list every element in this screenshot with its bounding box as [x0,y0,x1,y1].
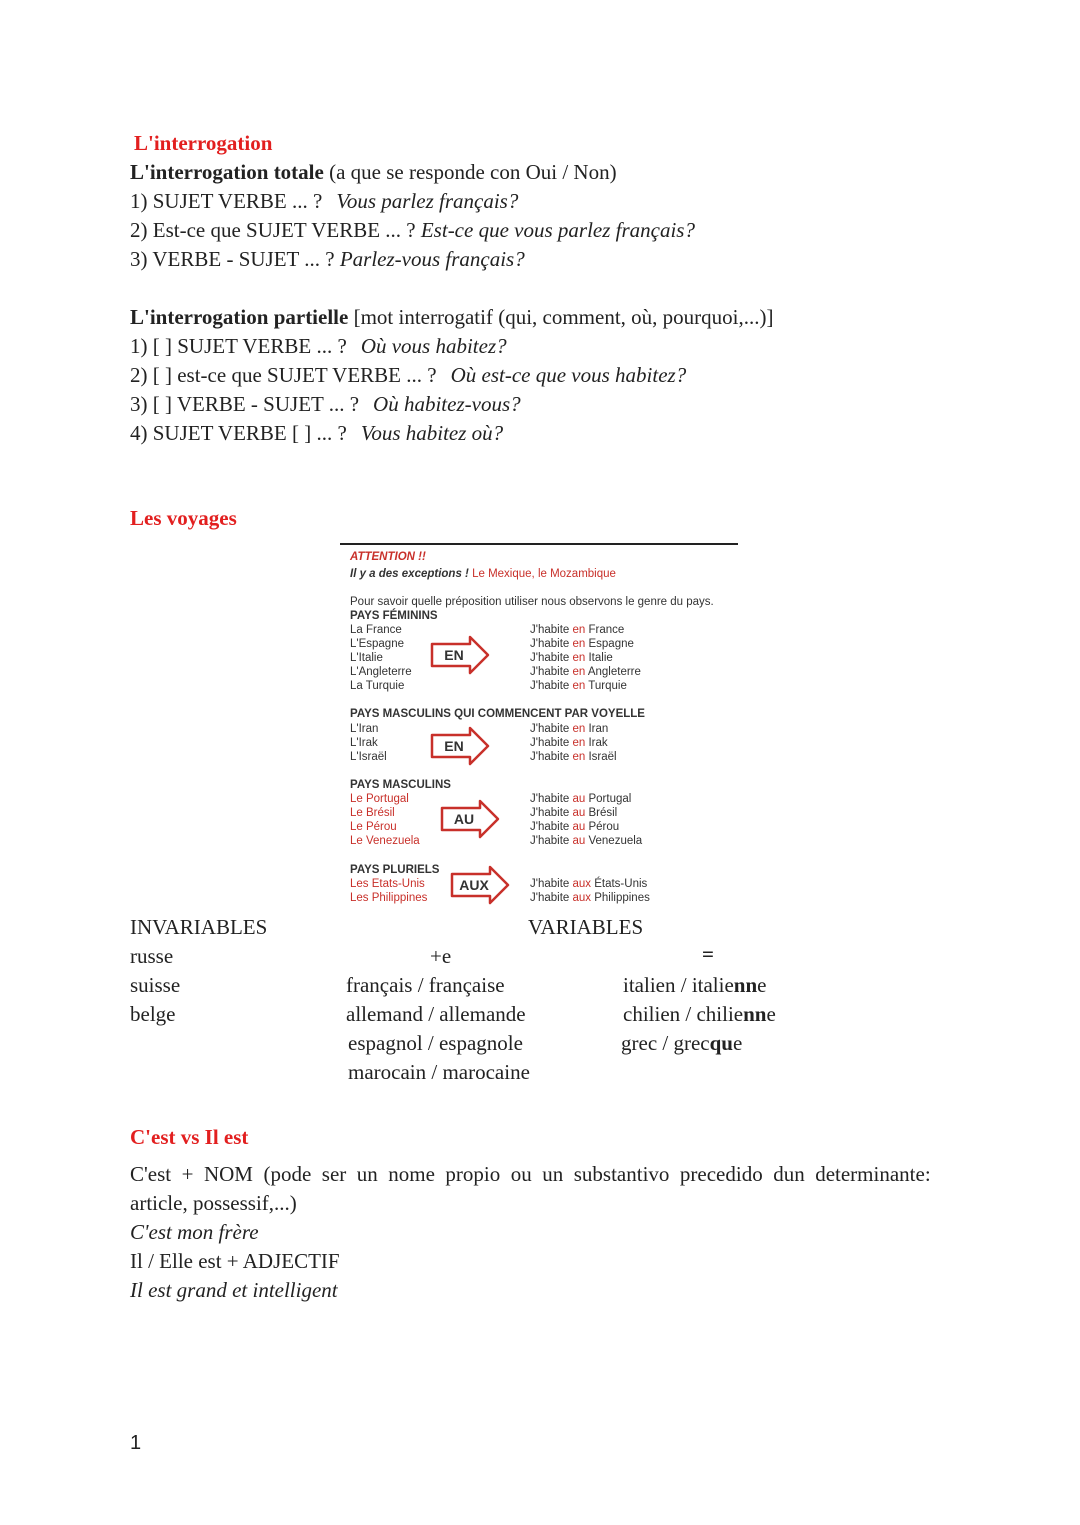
country: L'Israël [350,751,387,763]
preposition: aux [572,892,592,904]
example: Vous habitez où? [360,421,504,445]
pattern: 2) Est-ce que SUJET VERBE ... ? [130,218,416,242]
cest-rule-line-2: article, possessif,...) [130,1191,297,1215]
partielle-note: [mot interrogatif (qui, comment, où, pourquoi,...)] [348,305,774,329]
exceptions-value: Le Mexique, le Mozambique [472,568,616,580]
ilest-rule: Il / Elle est + ADJECTIF [130,1249,340,1273]
country: Le Pérou [350,821,397,833]
word-end: e [766,1002,776,1026]
preposition: en [572,666,586,678]
totale-heading: L'interrogation totale [130,160,324,184]
arrow-aux-icon [450,865,512,905]
country: Le Portugal [350,793,409,805]
country: L'Irak [350,737,378,749]
word-end: e [732,1031,743,1055]
example: J'habite au Venezuela [530,835,643,847]
partielle-item [130,390,521,419]
word-base: chilien / chilie [623,1002,744,1026]
invariable-item: belge [130,1002,176,1026]
pattern: 3) VERBE - SUJET ... ? [130,247,335,271]
example: J'habite en Iran [530,723,609,735]
example: J'habite aux Philippines [530,892,650,904]
plus-e-item: allemand / allemande [346,1002,526,1026]
preposition: en [572,751,586,763]
invariable-item: suisse [130,973,181,997]
country: L'Espagne [350,638,404,650]
partielle-item [130,332,507,361]
cest-rule-line-1: C'est + NOM (pode ser un nome propio ou un substantivo precedido dun determinante: [130,1162,931,1186]
plus-e-item: marocain / marocaine [348,1060,530,1084]
preposition: en [572,723,586,735]
totale-item [130,245,525,274]
country: La Turquie [350,680,405,692]
arrow-label: EN [444,647,464,663]
group-heading: PAYS FÉMININS [350,610,438,622]
country: L'Angleterre [350,666,412,678]
attention-label: ATTENTION !! [350,551,426,563]
ilest-example: Il est grand et intelligent [130,1278,338,1302]
country: Les Etats-Unis [350,878,425,890]
country: L'Iran [350,723,379,735]
group-heading: PAYS MASCULINS [350,779,451,791]
arrow-au-icon [440,799,502,839]
example: J'habite au Pérou [530,821,620,833]
pattern: 2) [ ] est-ce que SUJET VERBE ... ? [130,363,437,387]
doubling-item [623,971,766,1000]
example: J'habite en Angleterre [530,666,641,678]
plus-e-label: +e [430,944,452,968]
word-base: italien / italie [623,973,734,997]
word-bold: nn [733,973,758,997]
preposition: au [572,793,586,805]
partielle-line [130,303,774,332]
example: Où vous habitez? [360,334,507,358]
arrow-en-icon [430,635,492,675]
example: Vous parlez français? [336,189,519,213]
plus-e-item: espagnol / espagnole [348,1031,523,1055]
partielle-item [130,361,686,390]
example: J'habite en Italie [530,652,613,664]
invariables-heading: INVARIABLES [130,915,268,939]
doubling-item [623,1000,776,1029]
doubling-label: = [702,942,714,966]
arrow-label: AUX [459,877,489,893]
example: Est-ce que vous parlez français? [420,218,695,242]
voyages-title: Les voyages [130,506,237,530]
example: J'habite en Irak [530,737,608,749]
cest-example: C'est mon frère [130,1220,259,1244]
word-bold: qu [709,1031,733,1055]
pattern: 3) [ ] VERBE - SUJET ... ? [130,392,360,416]
totale-note: (a que se responde con Oui / Non) [323,160,617,184]
example: J'habite aux États-Unis [530,878,648,890]
word-base: grec / grec [621,1031,710,1055]
example: J'habite au Brésil [530,807,618,819]
preposition: en [572,680,586,692]
preposition: au [572,835,586,847]
exceptions-label: Il y a des exceptions ! [350,568,469,580]
plus-e-item: français / française [346,973,505,997]
example: J'habite en France [530,624,625,636]
totale-item [130,216,695,245]
group-heading: PAYS MASCULINS QUI COMMENCENT PAR VOYELLE [350,708,645,720]
pattern: 4) SUJET VERBE [ ] ... ? [130,421,347,445]
arrow-label: EN [444,738,464,754]
arrow-en-icon [430,726,492,766]
invariable-item: russe [130,944,174,968]
country: Les Philippines [350,892,428,904]
preposition: en [572,624,586,636]
example: J'habite en Turquie [530,680,627,692]
country: L'Italie [350,652,383,664]
country: Le Brésil [350,807,395,819]
totale-item [130,187,518,216]
totale-line [130,158,617,187]
doubling-item [621,1029,742,1058]
example: J'habite en Israël [530,751,617,763]
preposition: en [572,737,586,749]
word-bold: nn [743,1002,767,1026]
cest-title: C'est vs Il est [130,1125,249,1149]
example: J'habite au Portugal [530,793,632,805]
pattern: 1) SUJET VERBE ... ? [130,189,323,213]
country: La France [350,624,402,636]
partielle-heading: L'interrogation partielle [130,305,349,329]
example: J'habite en Espagne [530,638,634,650]
interrogation-title: L'interrogation [134,131,273,155]
example: Où est-ce que vous habitez? [450,363,687,387]
variables-heading: VARIABLES [528,915,644,939]
example: Où habitez-vous? [373,392,521,416]
preposition: au [572,821,586,833]
word-end: e [757,973,767,997]
preposition: en [572,652,586,664]
example: Parlez-vous français? [339,247,525,271]
partielle-item [130,419,503,448]
country-preposition-figure [340,543,740,909]
preposition: au [572,807,586,819]
page-number: 1 [130,1432,142,1454]
country: Le Venezuela [350,835,420,847]
pattern: 1) [ ] SUJET VERBE ... ? [130,334,347,358]
preposition: en [572,638,586,650]
intro-text: Pour savoir quelle préposition utiliser nous observons le genre du pays. [350,596,714,608]
exceptions-line [350,567,616,581]
preposition: aux [572,878,592,890]
arrow-label: AU [453,811,475,827]
figure-top-rule [340,543,738,545]
group-heading: PAYS PLURIELS [350,864,440,876]
